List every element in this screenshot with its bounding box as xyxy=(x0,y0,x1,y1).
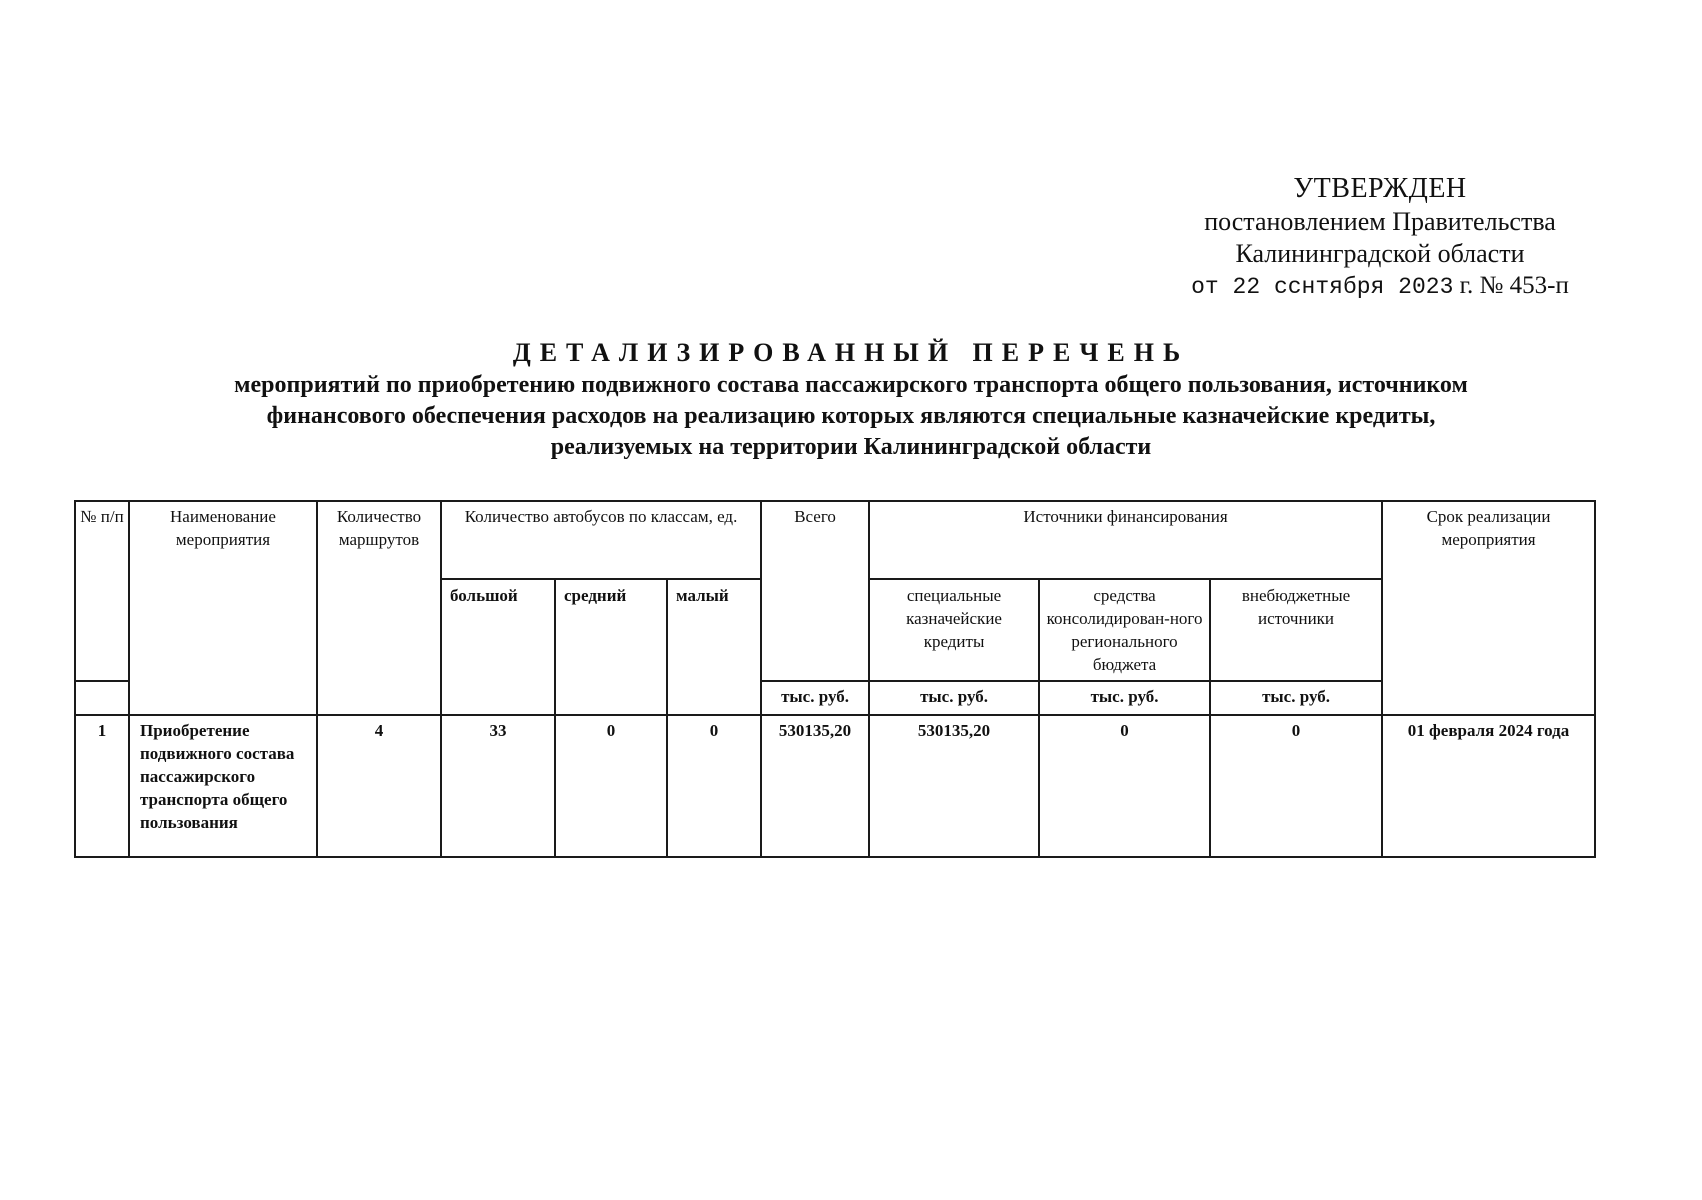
document-title-line-3: реализуемых на территории Калининградской области xyxy=(550,434,1152,460)
col-header-routes: Количество маршрутов xyxy=(317,501,441,715)
col-header-name: Наименование мероприятия xyxy=(129,501,317,715)
approval-line-region: Калининградской области xyxy=(1235,239,1525,268)
col-header-bus-small: малый xyxy=(667,579,761,715)
cell-name: Приобретение подвижного состава пассажирского транспорта общего пользования xyxy=(129,715,317,857)
col-header-bus-large: большой xyxy=(441,579,555,715)
cell-bus-small: 0 xyxy=(667,715,761,857)
cell-num: 1 xyxy=(75,715,129,857)
cell-bus-large: 33 xyxy=(441,715,555,857)
cell-bus-medium: 0 xyxy=(555,715,667,857)
cell-routes: 4 xyxy=(317,715,441,857)
measures-table xyxy=(74,500,1596,858)
table-row xyxy=(75,715,1595,857)
cell-extra: 0 xyxy=(1210,715,1382,857)
col-header-num: № п/п xyxy=(75,501,129,681)
unit-num-blank xyxy=(75,681,129,715)
col-header-term: Срок реализации мероприятия xyxy=(1382,501,1595,715)
col-header-buses: Количество автобусов по классам, ед. xyxy=(441,501,761,579)
unit-regional: тыс. руб. xyxy=(1039,681,1210,715)
cell-term: 01 февраля 2024 года xyxy=(1382,715,1595,857)
unit-total: тыс. руб. xyxy=(761,681,869,715)
col-header-src-regional: средства консолидирован-ного регионального бюджета xyxy=(1039,579,1210,681)
col-header-sources: Источники финансирования xyxy=(869,501,1382,579)
document-title-line-1: мероприятий по приобретению подвижного состава пассажирского транспорта общего пользования, источником xyxy=(234,372,1468,398)
cell-regional: 0 xyxy=(1039,715,1210,857)
unit-extra: тыс. руб. xyxy=(1210,681,1382,715)
col-header-bus-medium: средний xyxy=(555,579,667,715)
approval-stamp xyxy=(1150,172,1610,303)
approval-date: от 22 сснтября 2023 xyxy=(1191,274,1454,300)
col-header-src-extra: внебюджетные источники xyxy=(1210,579,1382,681)
cell-credits: 530135,20 xyxy=(869,715,1039,857)
col-header-total: Всего xyxy=(761,501,869,681)
document-title-main: ДЕТАЛИЗИРОВАННЫЙ ПЕРЕЧЕНЬ xyxy=(512,338,1190,367)
approval-date-line xyxy=(1150,270,1610,303)
approval-heading: УТВЕРЖДЕН xyxy=(1293,173,1467,204)
unit-credits: тыс. руб. xyxy=(869,681,1039,715)
col-header-src-credits: специальные казначейские кредиты xyxy=(869,579,1039,681)
document-title xyxy=(0,336,1702,463)
approval-number: г. № 453-п xyxy=(1459,272,1569,299)
cell-total: 530135,20 xyxy=(761,715,869,857)
document-title-line-2: финансового обеспечения расходов на реализацию которых являются специальные казначейские кредиты, xyxy=(266,403,1436,429)
approval-line-decree: постановлением Правительства xyxy=(1204,207,1556,236)
header-row-top xyxy=(75,501,1595,579)
